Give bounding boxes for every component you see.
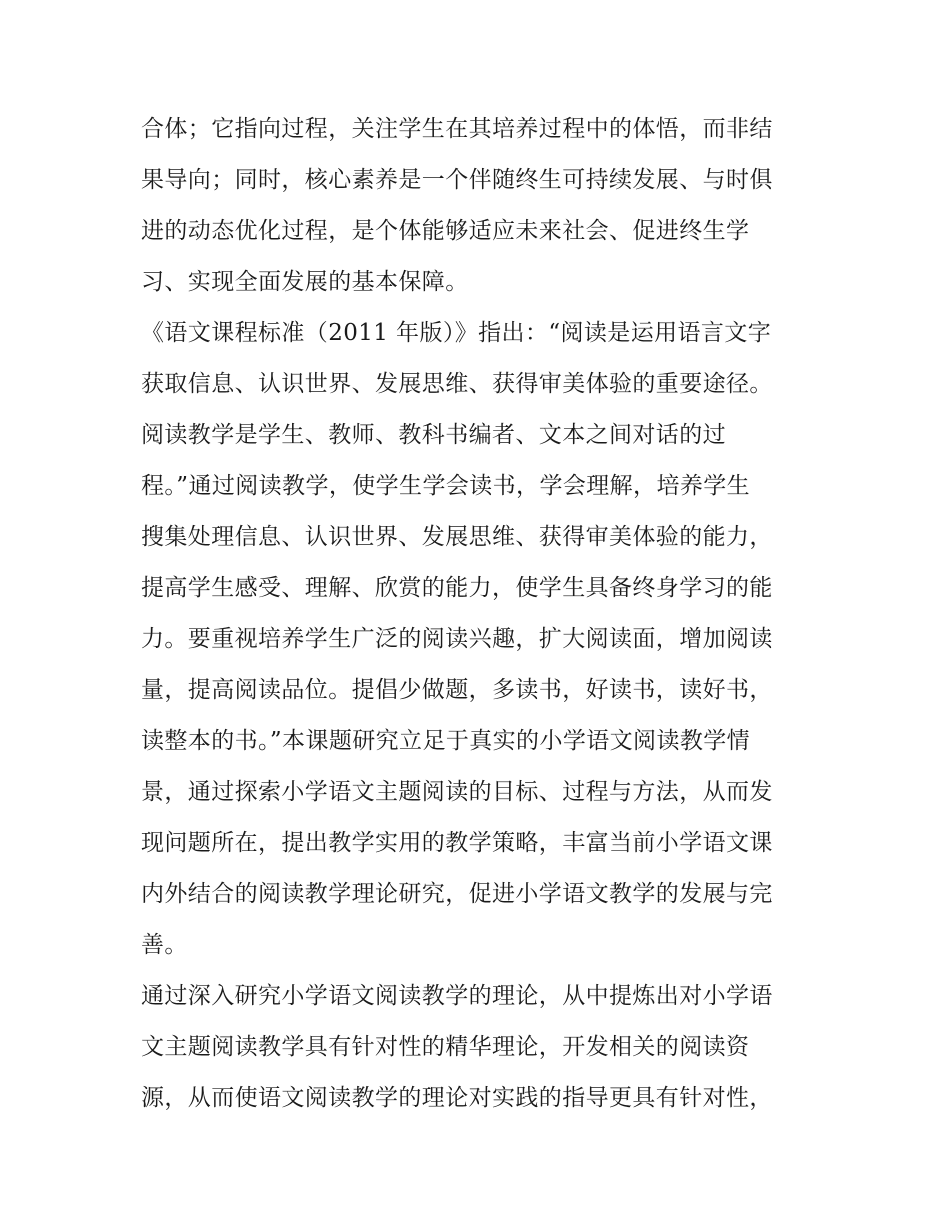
- text-line: 量，提高阅读品位。提倡少做题，多读书，好读书，读好书，: [141, 677, 773, 703]
- text-line: 果导向；同时，核心素养是一个伴随终生可持续发展、与时俱: [141, 167, 773, 193]
- body-text: [141, 104, 821, 1124]
- text-line: 习、实现全面发展的基本保障。: [141, 269, 469, 295]
- text-line: 内外结合的阅读教学理论研究，促进小学语文教学的发展与完: [141, 881, 773, 907]
- text-line: 提高学生感受、理解、欣赏的能力，使学生具备终身学习的能: [141, 575, 773, 601]
- text-line: 景，通过探索小学语文主题阅读的目标、过程与方法，从而发: [141, 779, 773, 805]
- text-line: 现问题所在，提出教学实用的教学策略，丰富当前小学语文课: [141, 830, 773, 856]
- text-line: 善。: [141, 932, 188, 958]
- text-line: 读整本的书。”本课题研究立足于真实的小学语文阅读教学情: [141, 728, 751, 754]
- text-line: 阅读教学是学生、教师、教科书编者、文本之间对话的过: [141, 422, 726, 448]
- text-line: 源，从而使语文阅读教学的理论对实践的指导更具有针对性，: [141, 1085, 773, 1111]
- text-line: 力。要重视培养学生广泛的阅读兴趣，扩大阅读面，增加阅读: [141, 626, 773, 652]
- text-line: 《语文课程标准（2011 年版）》指出：“阅读是运用语言文字: [141, 320, 772, 346]
- text-line: 获取信息、认识世界、发展思维、获得审美体验的重要途径。: [141, 371, 773, 397]
- text-line: 文主题阅读教学具有针对性的精华理论，开发相关的阅读资: [141, 1034, 750, 1060]
- text-line: 合体；它指向过程，关注学生在其培养过程中的体悟，而非结: [141, 116, 773, 142]
- text-line: 程。”通过阅读教学，使学生学会读书，学会理解，培养学生: [141, 473, 751, 499]
- text-line: 搜集处理信息、认识世界、发展思维、获得审美体验的能力，: [141, 524, 773, 550]
- text-line: 进的动态优化过程，是个体能够适应未来社会、促进终生学: [141, 218, 750, 244]
- text-line: 通过深入研究小学语文阅读教学的理论，从中提炼出对小学语: [141, 983, 773, 1009]
